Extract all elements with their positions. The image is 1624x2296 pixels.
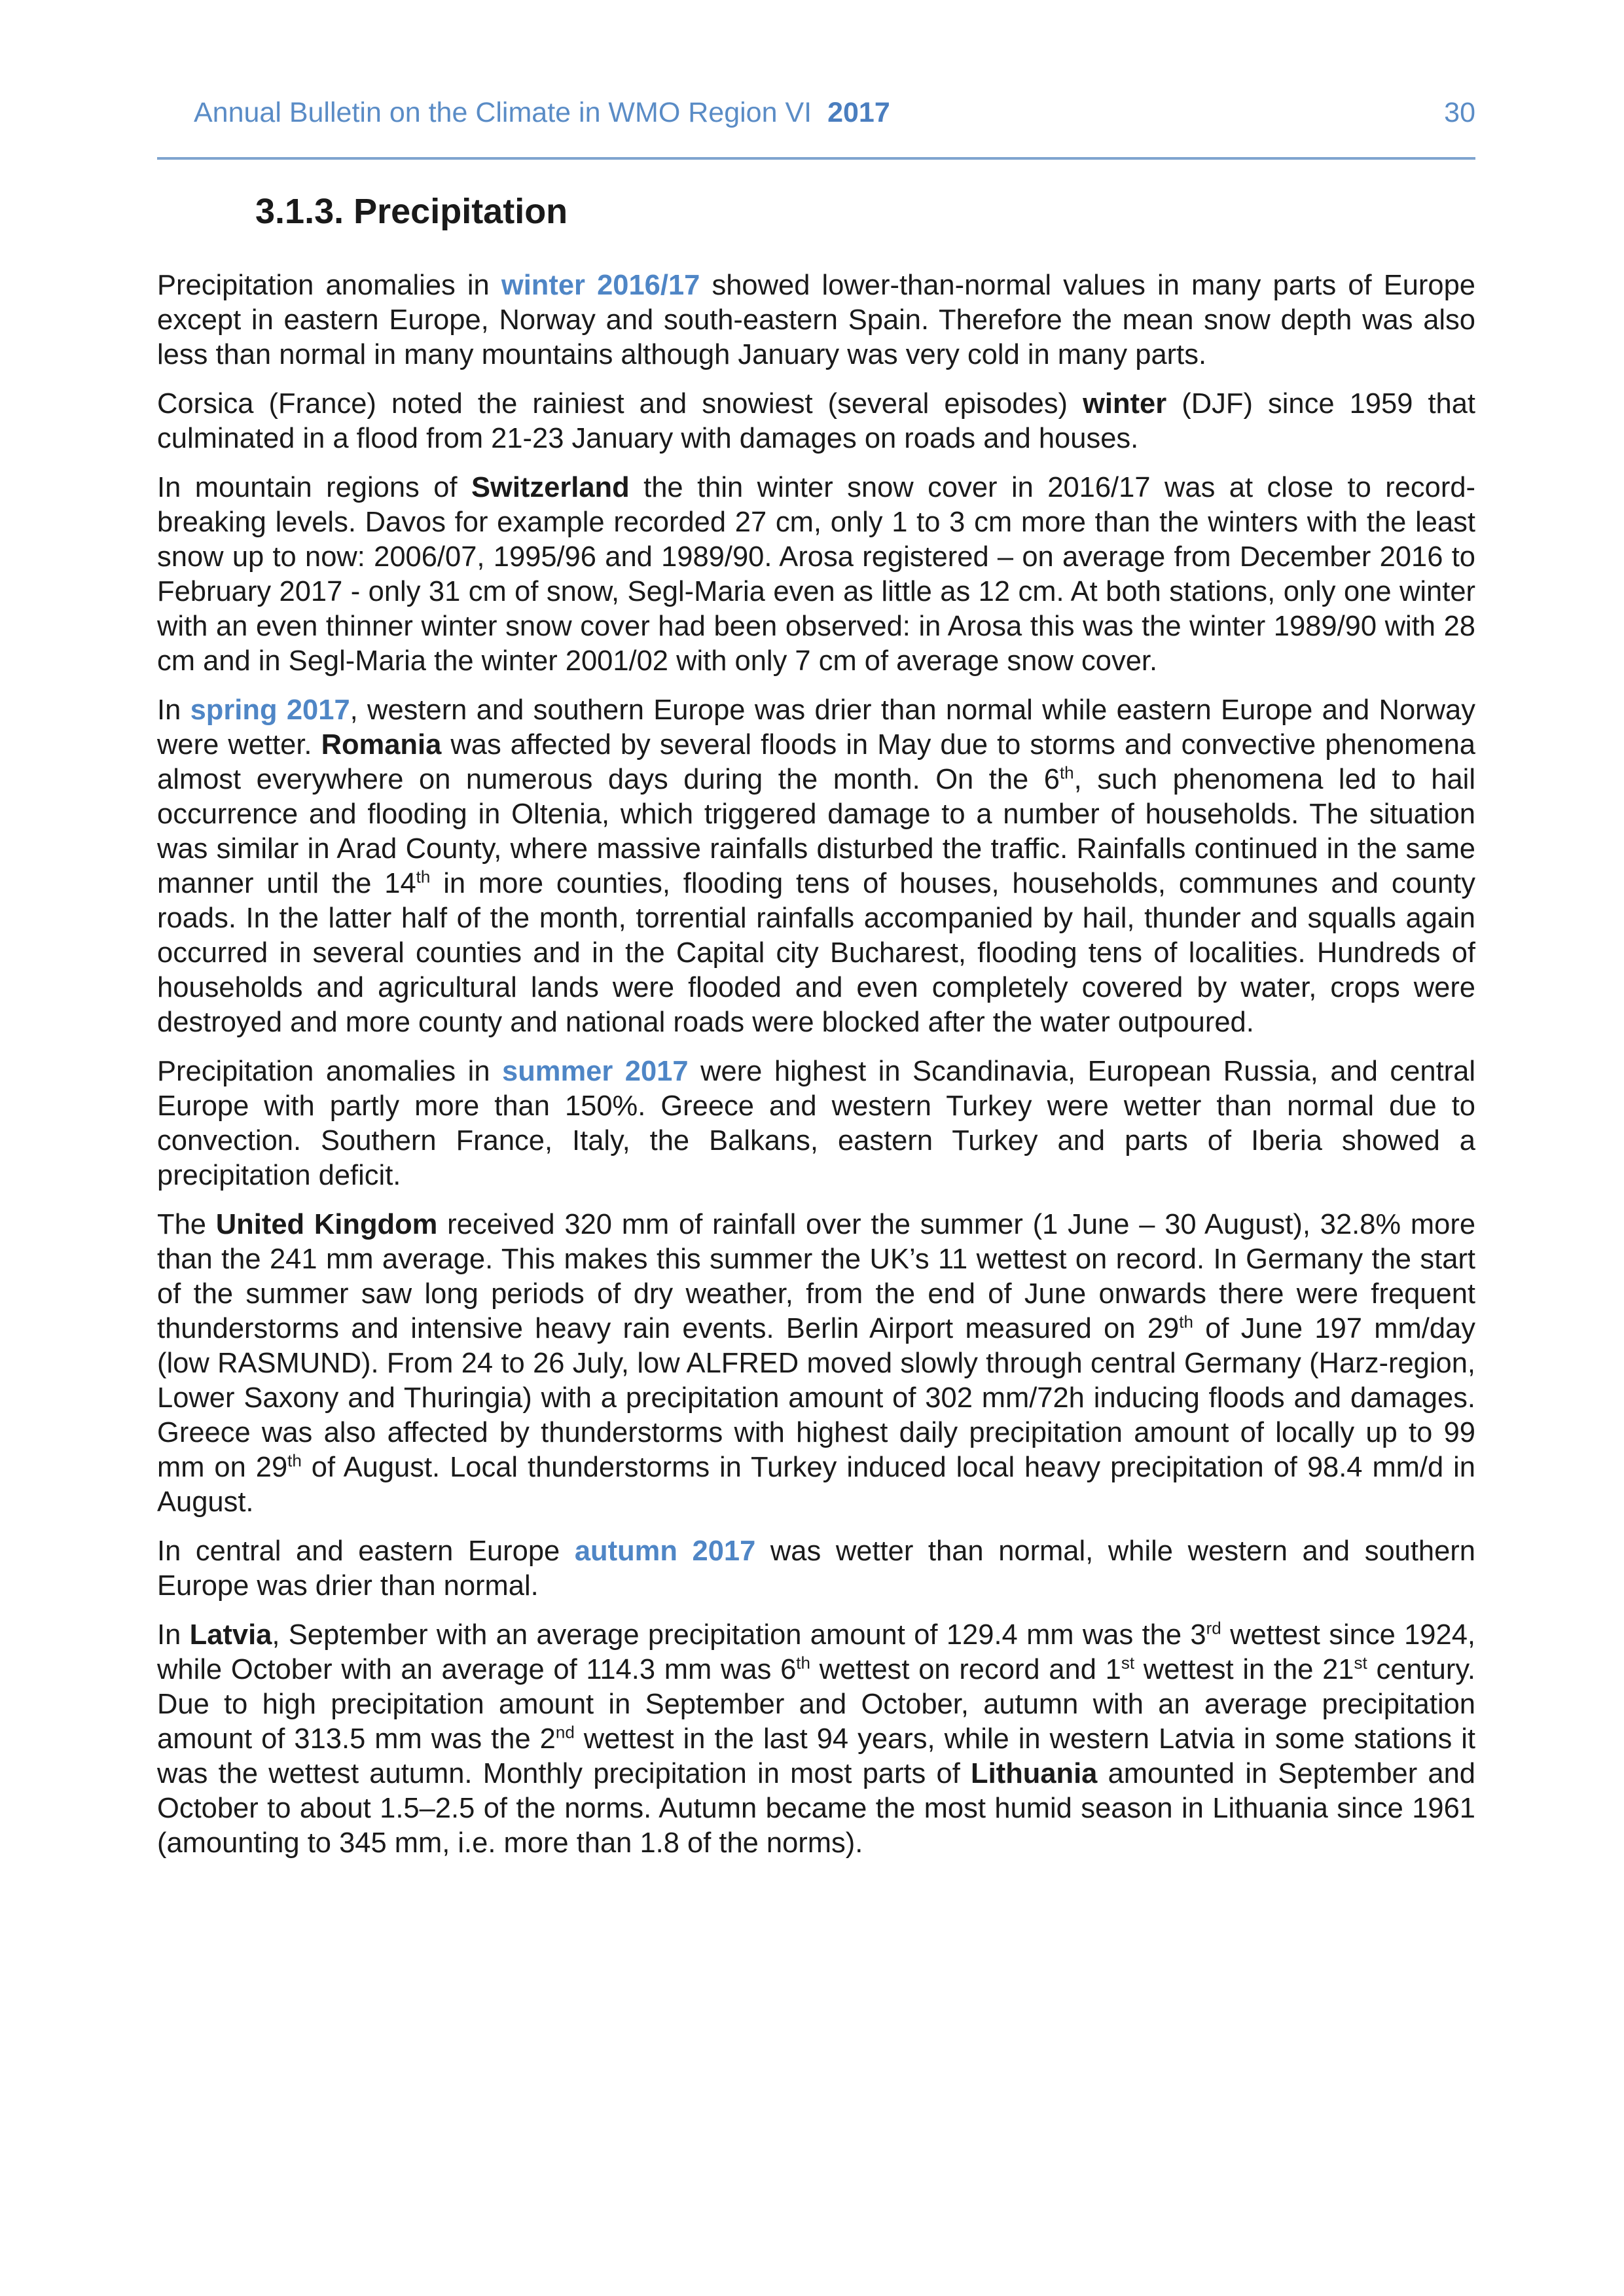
- document-body: [157, 268, 1475, 1875]
- paragraph-summer: Precipitation anomalies in summer 2017 were highest in Scandinavia, European Russia, and central Europe with partly more than 150%. Greece and western Turkey were wetter than normal due to convection. Southern France, Italy, the Balkans, eastern Turkey and parts of Iberia showed a precipitation deficit.: [157, 1056, 1475, 1191]
- running-title: [194, 97, 890, 129]
- bold-term: winter: [1083, 388, 1167, 420]
- season-highlight: summer 2017: [502, 1056, 689, 1087]
- paragraph-latvia-lithuania: In Latvia, September with an average precipitation amount of 129.4 mm was the 3rd wettest since 1924, while October with an average of 114.3 mm was 6th wettest on record and 1st wettest in the 21st century. Due to high precipitation amount in September and October, autumn with an average precipitation amount of 313.5 mm was the 2nd wettest in the last 94 years, while in western Latvia in some stations it was the wettest autumn. Monthly precipitation in most parts of Lithuania amounted in September and October to about 1.5–2.5 of the norms. Autumn became the most humid season in Lithuania since 1961 (amounting to 345 mm, i.e. more than 1.8 of the norms).: [157, 1618, 1476, 1859]
- season-highlight: spring 2017: [190, 694, 350, 726]
- paragraph-united-kingdom: The United Kingdom received 320 mm of rainfall over the summer (1 June – 30 August), 32.8% more than the 241 mm average. This makes this summer the UK’s 11 wettest on record. In Germany the start of the summer saw long periods of dry weather, from the end of June onwards there were frequent thunderstorms and intensive heavy rain events. Berlin Airport measured on 29th of June 197 mm/day (low RASMUND). From 24 to 26 July, low ALFRED moved slowly through central Germany (Harz-region, Lower Saxony and Thuringia) with a precipitation amount of 302 mm/72h inducing floods and damages. Greece was also affected by thunderstorms with highest daily precipitation amount of locally up to 99 mm on 29th of August. Local thunderstorms in Turkey induced local heavy precipitation of 98.4 mm/d in August.: [157, 1209, 1476, 1518]
- page-number: 30: [1444, 97, 1475, 128]
- country-name: Romania: [321, 729, 442, 761]
- country-name: Latvia: [189, 1619, 272, 1651]
- country-name: Lithuania: [971, 1758, 1098, 1789]
- paragraph-spring: In spring 2017, western and southern Europe was drier than normal while eastern Europe and Norway were wetter. Romania was affected by several floods in May due to storms and convective phenomena almost everywhere on numerous days during the month. On the 6th, such phenomena led to hail occurrence and flooding in Oltenia, which triggered damage to a number of households. The situation was similar in Arad County, where massive rainfalls disturbed the traffic. Rainfalls continued in the same manner until the 14th in more counties, flooding tens of houses, households, communes and county roads. In the latter half of the month, torrential rainfalls accompanied by hail, thunder and squalls again occurred in several counties and in the Capital city Bucharest, flooding tens of localities. Hundreds of households and agricultural lands were flooded and even completely covered by water, crops were destroyed and more county and national roads were blocked after the water outpoured.: [157, 694, 1476, 1038]
- country-name: United Kingdom: [215, 1209, 438, 1240]
- paragraph-switzerland: In mountain regions of Switzerland the thin winter snow cover in 2016/17 was at close to record-breaking levels. Davos for example recorded 27 cm, only 1 to 3 cm more than the winters with the least snow up to now: 2006/07, 1995/96 and 1989/90. Arosa registered – on average from December 2016 to February 2017 - only 31 cm of snow, Segl-Maria even as little as 12 cm. At both stations, only one winter with an even thinner winter snow cover had been observed: in Arosa this was the winter 1989/90 with 28 cm and in Segl-Maria the winter 2001/02 with only 7 cm of average snow cover.: [157, 472, 1475, 677]
- section-title: 3.1.3. Precipitation: [255, 192, 568, 231]
- paragraph-corsica: Corsica (France) noted the rainiest and snowiest (several episodes) winter (DJF) since 1959 that culminated in a flood from 21-23 January with damages on roads and houses.: [157, 388, 1475, 454]
- season-highlight: autumn 2017: [574, 1535, 756, 1567]
- bulletin-title: Annual Bulletin on the Climate in WMO Region VI: [194, 97, 812, 128]
- season-highlight: winter 2016/17: [501, 270, 700, 301]
- country-name: Switzerland: [471, 472, 630, 503]
- page-header: [157, 93, 1475, 160]
- paragraph-winter: Precipitation anomalies in winter 2016/17 showed lower-than-normal values in many parts of Europe except in eastern Europe, Norway and south-eastern Spain. Therefore the mean snow depth was also less than normal in many mountains although January was very cold in many parts.: [157, 270, 1475, 370]
- paragraph-autumn: In central and eastern Europe autumn 2017 was wetter than normal, while western and southern Europe was drier than normal.: [157, 1535, 1475, 1602]
- bulletin-year: 2017: [827, 97, 890, 128]
